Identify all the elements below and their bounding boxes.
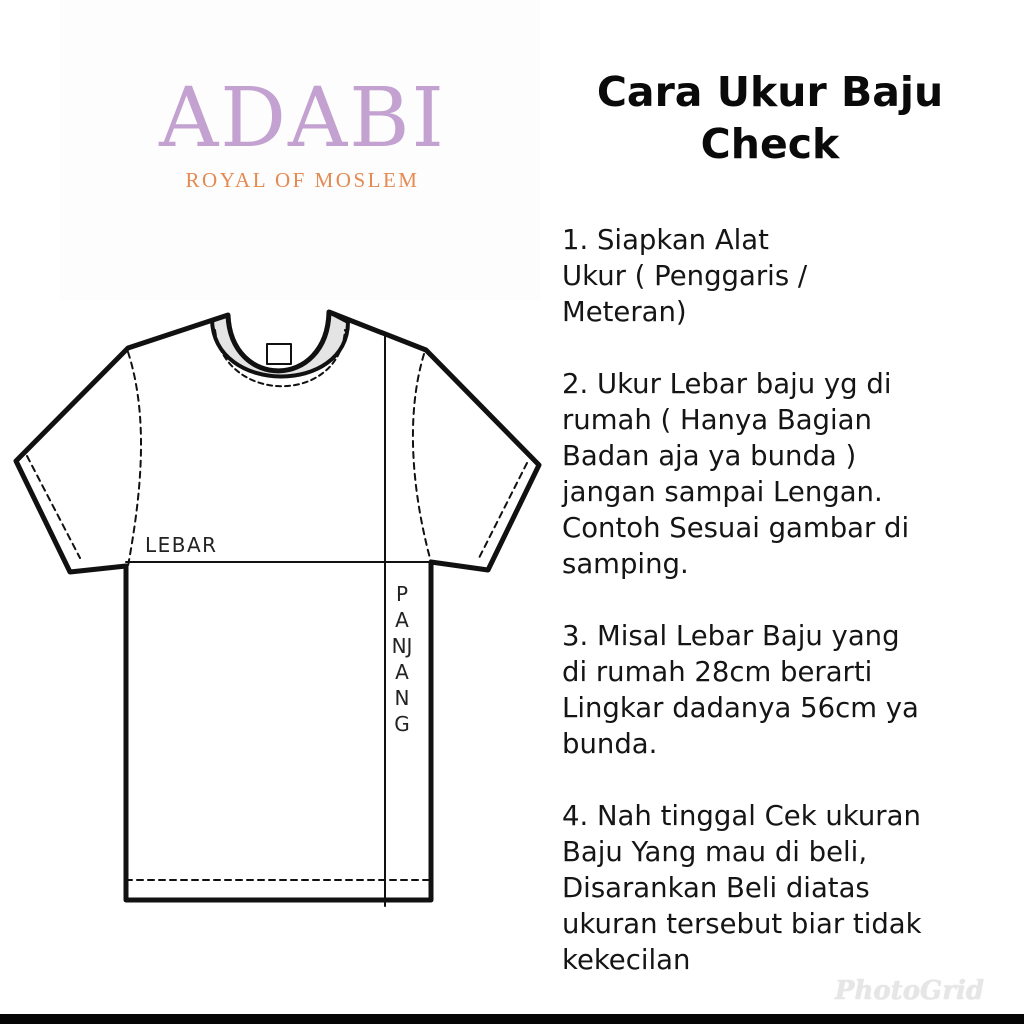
right-sleeve-seam [413,354,431,562]
tshirt-diagram [0,300,550,915]
neck-tag [267,344,291,364]
instruction-list [562,222,1017,1014]
brand-tagline: ROYAL OF MOSLEM [185,168,420,192]
bottom-bar [0,1014,1024,1024]
brand-logo: ADABI [159,71,446,166]
step-2: 2. Ukur Lebar baju yg di rumah ( Hanya Bagian Badan aja ya bunda ) jangan sampai Lengan. Contoh Sesuai gambar di samping. [562,368,910,580]
step-1: 1. Siapkan Alat Ukur ( Penggaris / Meteran) [562,224,808,328]
step-4: 4. Nah tinggal Cek ukuran Baju Yang mau di beli, Disarankan Beli diatas ukuran tersebut biar tidak kekecilan [562,800,922,976]
title-line-1: Cara Ukur Baju [596,68,944,116]
title-line-2: Check [700,120,840,168]
photogrid-watermark: PhotoGrid [834,976,984,1006]
step-3: 3. Misal Lebar Baju yang di rumah 28cm berarti Lingkar dadanya 56cm ya bunda. [562,620,919,760]
left-sleeve-seam [128,352,141,566]
page-title [520,66,1020,170]
shirt-outline [16,312,539,900]
width-label: LEBAR [145,533,218,557]
length-label: PANJANG [391,582,413,736]
